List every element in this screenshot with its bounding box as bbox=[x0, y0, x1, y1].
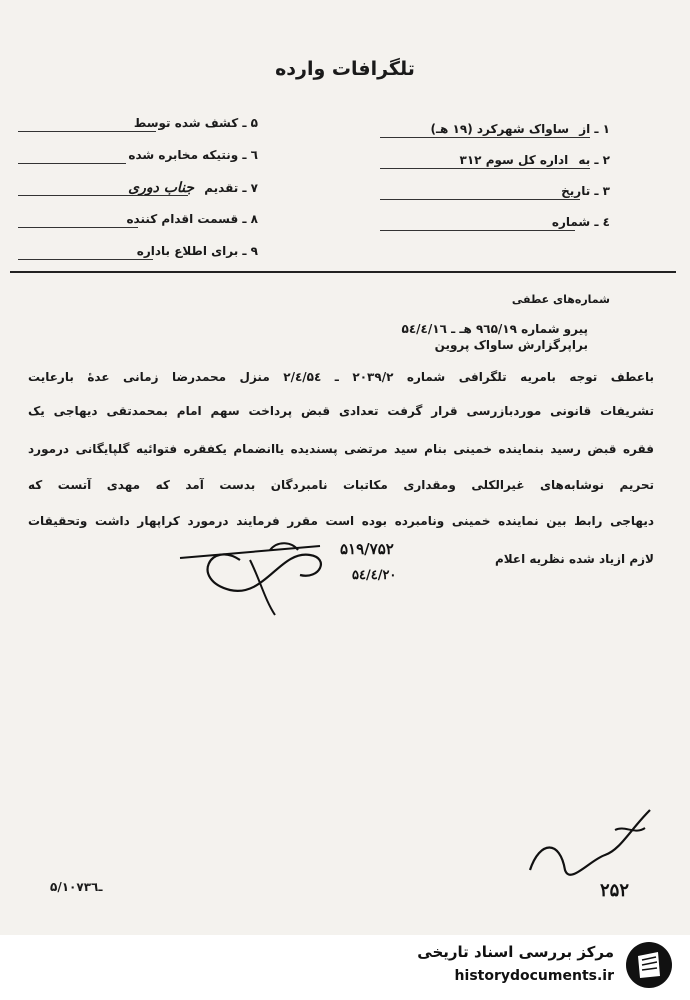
margin-handwriting-icon bbox=[520, 800, 670, 900]
field-info-office-label: ۹ ـ برای اطلاع باداره bbox=[136, 244, 258, 258]
field-transmitted-label: ٦ ـ ونتیکه مخابره شده bbox=[128, 148, 258, 162]
field-to-label: ۲ ـ به bbox=[578, 153, 610, 167]
field-date-line bbox=[380, 199, 580, 200]
body-line-5: دیهاجی رابط بین نماینده خمینی ونامبرده بوده است مقرر فرمایند درمورد کراپهار داشت وتحقیقات bbox=[28, 514, 654, 528]
field-number bbox=[546, 215, 610, 229]
field-from-label: ۱ ـ از bbox=[579, 122, 610, 136]
field-to bbox=[460, 153, 610, 167]
reference-line-1: پیرو شماره ۹٦۵/۱۹ هـ ـ ۵٤/٤/۱٦ bbox=[401, 322, 588, 336]
field-date-label: ۳ ـ تاریخ bbox=[561, 184, 610, 198]
field-submitted bbox=[128, 180, 258, 196]
field-transmitted-line bbox=[18, 163, 126, 164]
field-action-unit-label: ۸ ـ قسمت اقدام کننده bbox=[126, 212, 258, 226]
signature-number: ۵۱۹/۷۵۲ bbox=[340, 540, 394, 558]
field-to-line bbox=[380, 168, 590, 169]
field-decoded-by bbox=[134, 116, 258, 130]
field-number-label: ٤ ـ شماره bbox=[551, 215, 610, 229]
body-line-3: فقره قبض رسید بنماینده خمینی بنام سید مرتضی پسندیده یاانضمام یکفقره فتوائیه گلپایگانی درمورد bbox=[28, 442, 654, 456]
reference-numbers-label: شماره‌های عطفی bbox=[511, 293, 610, 306]
field-decoded-by-label: ۵ ـ کشف شده توسط bbox=[133, 116, 258, 130]
watermark-fa: مرکز بررسی اسناد تاریخی bbox=[417, 943, 614, 961]
header-divider bbox=[10, 271, 676, 273]
watermark-en: historydocuments.ir bbox=[454, 968, 614, 984]
field-from bbox=[430, 122, 610, 136]
field-action-unit bbox=[126, 212, 258, 226]
field-to-value: اداره کل سوم ۳۱۲ bbox=[459, 153, 569, 167]
field-submitted-line bbox=[18, 195, 188, 196]
document-footer-reference: ۵/۱۰۷ـ۳٦ bbox=[50, 880, 103, 894]
margin-note: ۲۵۲ bbox=[600, 880, 630, 901]
document-title: تلگرافات وارده bbox=[275, 58, 415, 80]
archive-logo-icon bbox=[624, 940, 674, 990]
field-date bbox=[555, 184, 610, 198]
body-line-2: تشریفات قانونی موردبازرسی قرار گرفت تعدادی قبض پرداخت سهم امام بمحمدتقی دیهاجی یک bbox=[28, 404, 654, 418]
body-line-6: لازم ازیاد شده نظریه اعلام bbox=[494, 552, 654, 566]
field-from-value: ساواک شهرکرد (۱۹ هـ) bbox=[430, 122, 569, 136]
field-submitted-value: جناب دوری bbox=[128, 180, 195, 196]
field-info-office bbox=[137, 244, 258, 258]
reference-line-2: براپرگزارش ساواک پروین bbox=[434, 338, 588, 352]
field-from-line bbox=[380, 137, 590, 138]
field-action-unit-line bbox=[18, 227, 138, 228]
signature-date: ۵٤/٤/۲۰ bbox=[352, 568, 397, 583]
field-submitted-label: ۷ ـ تقدیم bbox=[204, 181, 258, 195]
field-decoded-by-line bbox=[18, 131, 156, 132]
field-number-line bbox=[380, 230, 575, 231]
signature-scribble-icon bbox=[170, 520, 370, 620]
body-line-4: تحریم نوشابه‌های غیرالکلی ومقداری مکاتبات نامبردگان بدست آمد که مهدی آتست که bbox=[28, 478, 654, 492]
field-transmitted bbox=[128, 148, 258, 162]
body-line-1: باعطف توجه بامریه تلگرافی شماره ۲۰۳۹/۲ ـ ۲/٤/۵٤ منزل محمدرضا زمانی عدهٔ بارعایت bbox=[28, 370, 654, 384]
field-info-office-line bbox=[18, 259, 153, 260]
